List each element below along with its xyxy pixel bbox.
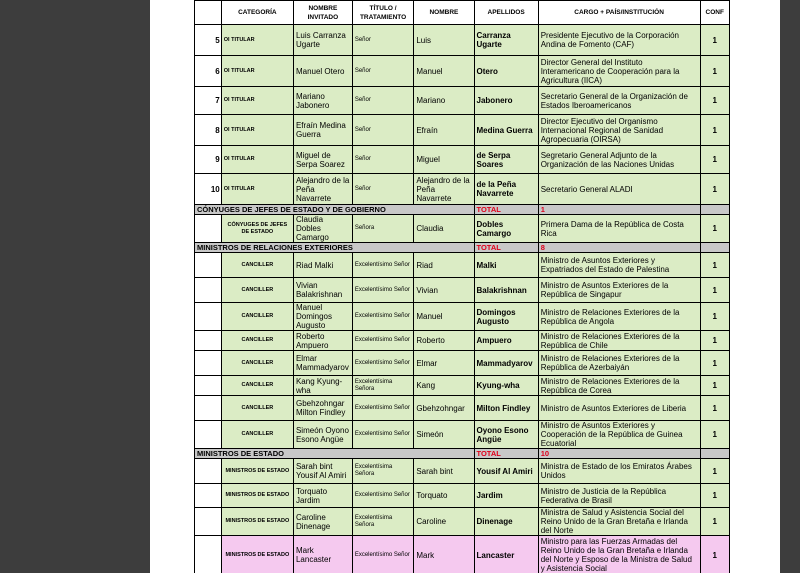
row-cargo: Director Ejecutivo del Organismo Internacional Regional de Sanidad Agropecuaria (OIRSA) — [538, 115, 700, 146]
row-conf: 1 — [700, 351, 729, 376]
row-invitado: Miguel de Serpa Soarez — [293, 146, 352, 174]
row-invitado: Alejandro de la Peña Navarrete — [293, 174, 352, 205]
row-number — [195, 331, 222, 351]
row-apellidos: Medina Guerra — [474, 115, 538, 146]
section-header-ministros-estado — [195, 449, 730, 459]
row-apellidos: Otero — [474, 56, 538, 87]
row-category: CANCILLER — [221, 253, 293, 278]
row-cargo: Secretario General ALADI — [538, 174, 700, 205]
row-titulo: Excelentísima Señora — [352, 376, 414, 396]
row-nombre: Efraín — [414, 115, 474, 146]
row-nombre: Gbehzohngar — [414, 396, 474, 421]
row-number — [195, 536, 222, 573]
row-invitado: Efraín Medina Guerra — [293, 115, 352, 146]
row-apellidos: Carranza Ugarte — [474, 25, 538, 56]
section-blank — [700, 449, 729, 459]
row-titulo: Señora — [352, 215, 414, 243]
header-categoria: CATEGORÍA — [221, 1, 293, 25]
row-apellidos: Ampuero — [474, 331, 538, 351]
row-apellidos: Kyung-wha — [474, 376, 538, 396]
row-cargo: Ministro de Justicia de la República Federativa de Brasil — [538, 484, 700, 508]
row-number: 8 — [195, 115, 222, 146]
row-apellidos: Jabonero — [474, 87, 538, 115]
row-conf: 1 — [700, 396, 729, 421]
row-number — [195, 396, 222, 421]
row-invitado: Luis Carranza Ugarte — [293, 25, 352, 56]
guest-list-table — [194, 0, 730, 573]
row-titulo: Señor — [352, 25, 414, 56]
row-cargo: Primera Dama de la República de Costa Rica — [538, 215, 700, 243]
row-nombre: Luis — [414, 25, 474, 56]
row-conf: 1 — [700, 115, 729, 146]
row-number — [195, 351, 222, 376]
row-conf: 1 — [700, 376, 729, 396]
table-row — [195, 459, 730, 484]
row-apellidos: Mammadyarov — [474, 351, 538, 376]
section-label: MINISTROS DE ESTADO — [195, 449, 475, 459]
table-row — [195, 115, 730, 146]
table-row — [195, 351, 730, 376]
row-number — [195, 215, 222, 243]
row-cargo: Ministro de Relaciones Exteriores de la República de Azerbaiyán — [538, 351, 700, 376]
row-apellidos: de Serpa Soares — [474, 146, 538, 174]
row-apellidos: Oyono Esono Angüe — [474, 421, 538, 449]
header-nombre: NOMBRE — [414, 1, 474, 25]
row-invitado: Caroline Dinenage — [293, 508, 352, 536]
row-category: CANCILLER — [221, 331, 293, 351]
row-category: OI TITULAR — [221, 146, 293, 174]
row-nombre: Manuel — [414, 303, 474, 331]
table-row — [195, 253, 730, 278]
row-cargo: Ministro de Asuntos Exteriores y Cooperación de la República de Guinea Ecuatorial — [538, 421, 700, 449]
section-total-value: 8 — [538, 243, 700, 253]
row-invitado: Riad Malki — [293, 253, 352, 278]
row-titulo: Señor — [352, 87, 414, 115]
section-label: MINISTROS DE RELACIONES EXTERIORES — [195, 243, 475, 253]
row-nombre: Claudia — [414, 215, 474, 243]
row-nombre: Riad — [414, 253, 474, 278]
row-category: OI TITULAR — [221, 25, 293, 56]
row-titulo: Excelentísimo Señor — [352, 331, 414, 351]
row-conf: 1 — [700, 421, 729, 449]
row-invitado: Roberto Ampuero — [293, 331, 352, 351]
row-number — [195, 508, 222, 536]
row-invitado: Gbehzohngar Milton Findley — [293, 396, 352, 421]
row-nombre: Simeón — [414, 421, 474, 449]
row-conf: 1 — [700, 278, 729, 303]
row-category: MINISTROS DE ESTADO — [221, 484, 293, 508]
row-titulo: Excelentísima Señora — [352, 459, 414, 484]
row-category: OI TITULAR — [221, 87, 293, 115]
row-conf: 1 — [700, 56, 729, 87]
row-nombre: Mark — [414, 536, 474, 573]
row-number: 5 — [195, 25, 222, 56]
row-category: CANCILLER — [221, 278, 293, 303]
row-cargo: Ministro de Asuntos Exteriores de Liberia — [538, 396, 700, 421]
row-cargo: Ministro de Relaciones Exteriores de la República de Angola — [538, 303, 700, 331]
row-apellidos: Malki — [474, 253, 538, 278]
row-category: OI TITULAR — [221, 115, 293, 146]
row-nombre: Caroline — [414, 508, 474, 536]
row-apellidos: Dobles Camargo — [474, 215, 538, 243]
row-category: MINISTROS DE ESTADO — [221, 536, 293, 573]
row-apellidos: de la Peña Navarrete — [474, 174, 538, 205]
header-num — [195, 1, 222, 25]
row-cargo: Ministro de Asuntos Exteriores de la República de Singapur — [538, 278, 700, 303]
row-conf: 1 — [700, 174, 729, 205]
row-nombre: Sarah bint — [414, 459, 474, 484]
row-nombre: Elmar — [414, 351, 474, 376]
section-header-conyuges — [195, 205, 730, 215]
row-number: 7 — [195, 87, 222, 115]
row-nombre: Alejandro de la Peña Navarrete — [414, 174, 474, 205]
header-titulo: TÍTULO / TRATAMIENTO — [352, 1, 414, 25]
row-invitado: Simeón Oyono Esono Angüe — [293, 421, 352, 449]
row-number — [195, 484, 222, 508]
row-conf: 1 — [700, 459, 729, 484]
row-category: CANCILLER — [221, 351, 293, 376]
row-titulo: Señor — [352, 56, 414, 87]
row-titulo: Excelentísimo Señor — [352, 303, 414, 331]
row-category: CANCILLER — [221, 303, 293, 331]
header-row — [195, 1, 730, 25]
row-apellidos: Jardim — [474, 484, 538, 508]
row-category: OI TITULAR — [221, 56, 293, 87]
table-row — [195, 484, 730, 508]
row-cargo: Secretario General de la Organización de Estados Iberoamericanos — [538, 87, 700, 115]
table-row — [195, 174, 730, 205]
row-nombre: Vivian — [414, 278, 474, 303]
row-category: OI TITULAR — [221, 174, 293, 205]
table-row — [195, 56, 730, 87]
section-total-value: 10 — [538, 449, 700, 459]
row-conf: 1 — [700, 331, 729, 351]
section-header-ministros-rree — [195, 243, 730, 253]
row-nombre: Kang — [414, 376, 474, 396]
section-label: CÓNYUGES DE JEFES DE ESTADO Y DE GOBIERNO — [195, 205, 475, 215]
row-apellidos: Balakrishnan — [474, 278, 538, 303]
row-titulo: Excelentísimo Señor — [352, 253, 414, 278]
row-apellidos: Lancaster — [474, 536, 538, 573]
row-nombre: Mariano — [414, 87, 474, 115]
row-titulo: Excelentísimo Señor — [352, 278, 414, 303]
section-total-value: 1 — [538, 205, 700, 215]
row-cargo: Presidente Ejecutivo de la Corporación Andina de Fomento (CAF) — [538, 25, 700, 56]
row-conf: 1 — [700, 508, 729, 536]
row-conf: 1 — [700, 253, 729, 278]
row-number: 6 — [195, 56, 222, 87]
section-blank — [700, 205, 729, 215]
row-invitado: Torquato Jardim — [293, 484, 352, 508]
document-page — [150, 0, 780, 573]
section-total-label: TOTAL — [474, 449, 538, 459]
row-category: CANCILLER — [221, 421, 293, 449]
row-nombre: Manuel — [414, 56, 474, 87]
row-conf: 1 — [700, 215, 729, 243]
table-row — [195, 508, 730, 536]
row-number — [195, 459, 222, 484]
row-number — [195, 421, 222, 449]
table-row — [195, 421, 730, 449]
row-number — [195, 253, 222, 278]
row-invitado: Kang Kyung-wha — [293, 376, 352, 396]
row-nombre: Roberto — [414, 331, 474, 351]
row-cargo: Ministra de Salud y Asistencia Social del Reino Unido de la Gran Bretaña e Irlanda del Norte — [538, 508, 700, 536]
section-blank — [700, 243, 729, 253]
table-row — [195, 25, 730, 56]
table-row — [195, 396, 730, 421]
row-number: 10 — [195, 174, 222, 205]
row-titulo: Señor — [352, 115, 414, 146]
row-cargo: Segretario General Adjunto de la Organización de las Naciones Unidas — [538, 146, 700, 174]
row-conf: 1 — [700, 87, 729, 115]
table-row — [195, 215, 730, 243]
row-cargo: Director General del Instituto Interamericano de Cooperación para la Agricultura (IICA) — [538, 56, 700, 87]
table-row — [195, 376, 730, 396]
row-titulo: Excelentísimo Señor — [352, 536, 414, 573]
header-conf: CONF — [700, 1, 729, 25]
section-total-label: TOTAL — [474, 243, 538, 253]
table-row — [195, 87, 730, 115]
row-titulo: Excelentísimo Señor — [352, 351, 414, 376]
row-invitado: Mark Lancaster — [293, 536, 352, 573]
row-invitado: Manuel Domingos Augusto — [293, 303, 352, 331]
row-titulo: Excelentísimo Señor — [352, 484, 414, 508]
row-titulo: Señor — [352, 174, 414, 205]
row-cargo: Ministra de Estado de los Emiratos Árabes Unidos — [538, 459, 700, 484]
header-apellidos: APELLIDOS — [474, 1, 538, 25]
row-invitado: Mariano Jabonero — [293, 87, 352, 115]
row-titulo: Excelentísima Señora — [352, 508, 414, 536]
row-invitado: Elmar Mammadyarov — [293, 351, 352, 376]
table-row — [195, 146, 730, 174]
table-row — [195, 303, 730, 331]
header-cargo: CARGO + PAÍS/INSTITUCIÓN — [538, 1, 700, 25]
section-total-label: TOTAL — [474, 205, 538, 215]
row-number — [195, 376, 222, 396]
row-cargo: Ministro de Relaciones Exteriores de la República de Chile — [538, 331, 700, 351]
header-nombre-invitado: NOMBRE INVITADO — [293, 1, 352, 25]
row-category: CANCILLER — [221, 376, 293, 396]
row-cargo: Ministro de Relaciones Exteriores de la República de Corea — [538, 376, 700, 396]
row-category: CANCILLER — [221, 396, 293, 421]
row-number: 9 — [195, 146, 222, 174]
row-apellidos: Yousif Al Amiri — [474, 459, 538, 484]
row-apellidos: Milton Findley — [474, 396, 538, 421]
row-apellidos: Domingos Augusto — [474, 303, 538, 331]
row-invitado: Manuel Otero — [293, 56, 352, 87]
row-invitado: Vivian Balakrishnan — [293, 278, 352, 303]
row-number — [195, 303, 222, 331]
table-row — [195, 331, 730, 351]
row-cargo: Ministro de Asuntos Exteriores y Expatriados del Estado de Palestina — [538, 253, 700, 278]
row-conf: 1 — [700, 303, 729, 331]
row-apellidos: Dinenage — [474, 508, 538, 536]
row-conf: 1 — [700, 25, 729, 56]
table-row — [195, 536, 730, 573]
row-category: MINISTROS DE ESTADO — [221, 508, 293, 536]
row-nombre: Torquato — [414, 484, 474, 508]
row-titulo: Excelentísimo Señor — [352, 421, 414, 449]
row-number — [195, 278, 222, 303]
row-nombre: Miguel — [414, 146, 474, 174]
row-category: CÓNYUGES DE JEFES DE ESTADO — [221, 215, 293, 243]
row-category: MINISTROS DE ESTADO — [221, 459, 293, 484]
row-cargo: Ministro para las Fuerzas Armadas del Reino Unido de la Gran Bretaña e Irlanda del Norte y Esposo de la Ministra de Salud y Asistencia Social — [538, 536, 700, 573]
table-row — [195, 278, 730, 303]
row-invitado: Sarah bint Yousif Al Amiri — [293, 459, 352, 484]
row-conf: 1 — [700, 146, 729, 174]
row-conf: 1 — [700, 536, 729, 573]
row-conf: 1 — [700, 484, 729, 508]
row-titulo: Señor — [352, 146, 414, 174]
row-titulo: Excelentísimo Señor — [352, 396, 414, 421]
row-invitado: Claudia Dobles Camargo — [293, 215, 352, 243]
